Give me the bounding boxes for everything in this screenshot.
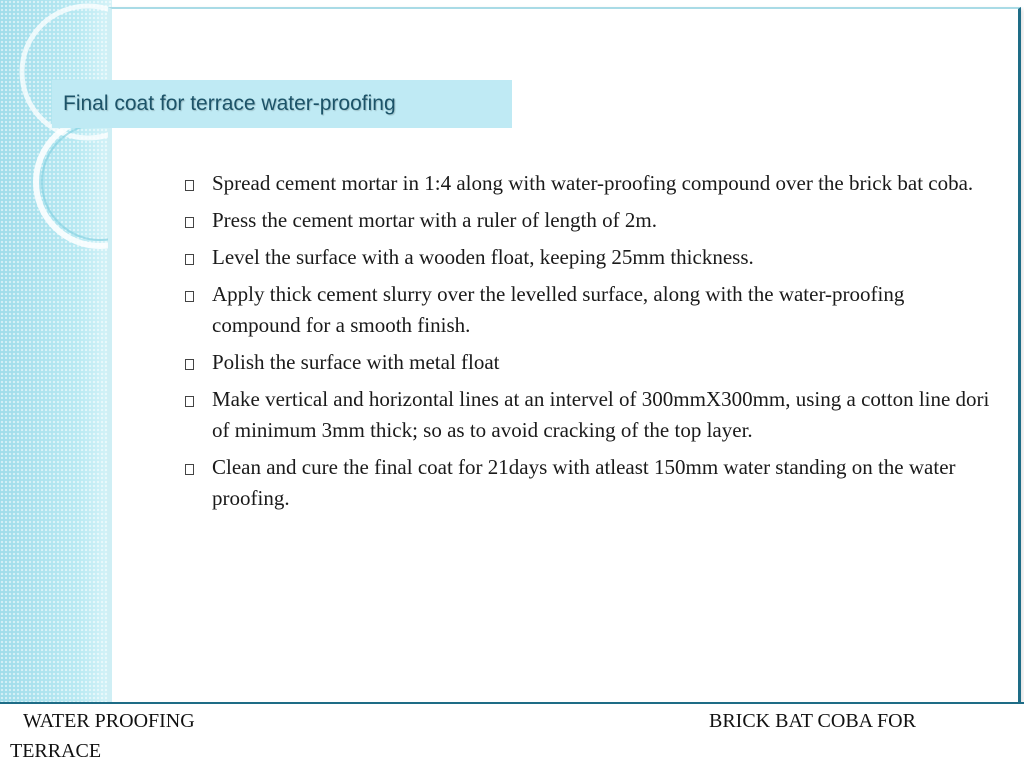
bullet-square-icon	[185, 359, 194, 370]
bullet-item	[182, 205, 994, 236]
title-bar	[52, 80, 512, 128]
bullet-item	[182, 347, 994, 378]
bullet-text: Level the surface with a wooden float, keeping 25mm thickness.	[212, 245, 754, 269]
bullet-text: Clean and cure the final coat for 21days with atleast 150mm water standing on the water proofing.	[212, 455, 956, 510]
footer-left-text: WATER PROOFING	[23, 710, 195, 732]
bullet-text: Polish the surface with metal float	[212, 350, 500, 374]
bullet-square-icon	[185, 396, 194, 407]
bullet-square-icon	[185, 464, 194, 475]
bullet-text: Press the cement mortar with a ruler of length of 2m.	[212, 208, 657, 232]
bullet-item	[182, 279, 994, 341]
bullet-square-icon	[185, 217, 194, 228]
slide-footer	[0, 704, 1024, 768]
bullet-item	[182, 384, 994, 446]
slide-title: Final coat for terrace water-proofing	[63, 92, 396, 115]
bullet-text: Make vertical and horizontal lines at an intervel of 300mmX300mm, using a cotton line dori of minimum 3mm thick; so as to avoid cracking of the top layer.	[212, 387, 990, 442]
bullet-text: Apply thick cement slurry over the levelled surface, along with the water-proofing compound for a smooth finish.	[212, 282, 905, 337]
bullet-item	[182, 242, 994, 273]
bullet-item	[182, 452, 994, 514]
bullet-text: Spread cement mortar in 1:4 along with water-proofing compound over the brick bat coba.	[212, 171, 974, 195]
footer-wrap-text: TERRACE	[10, 740, 102, 762]
bullet-square-icon	[185, 254, 194, 265]
bullet-square-icon	[185, 180, 194, 191]
bullet-square-icon	[185, 291, 194, 302]
bullet-list	[182, 168, 994, 520]
bullet-item	[182, 168, 994, 199]
footer-right-text: BRICK BAT COBA FOR	[709, 710, 916, 732]
